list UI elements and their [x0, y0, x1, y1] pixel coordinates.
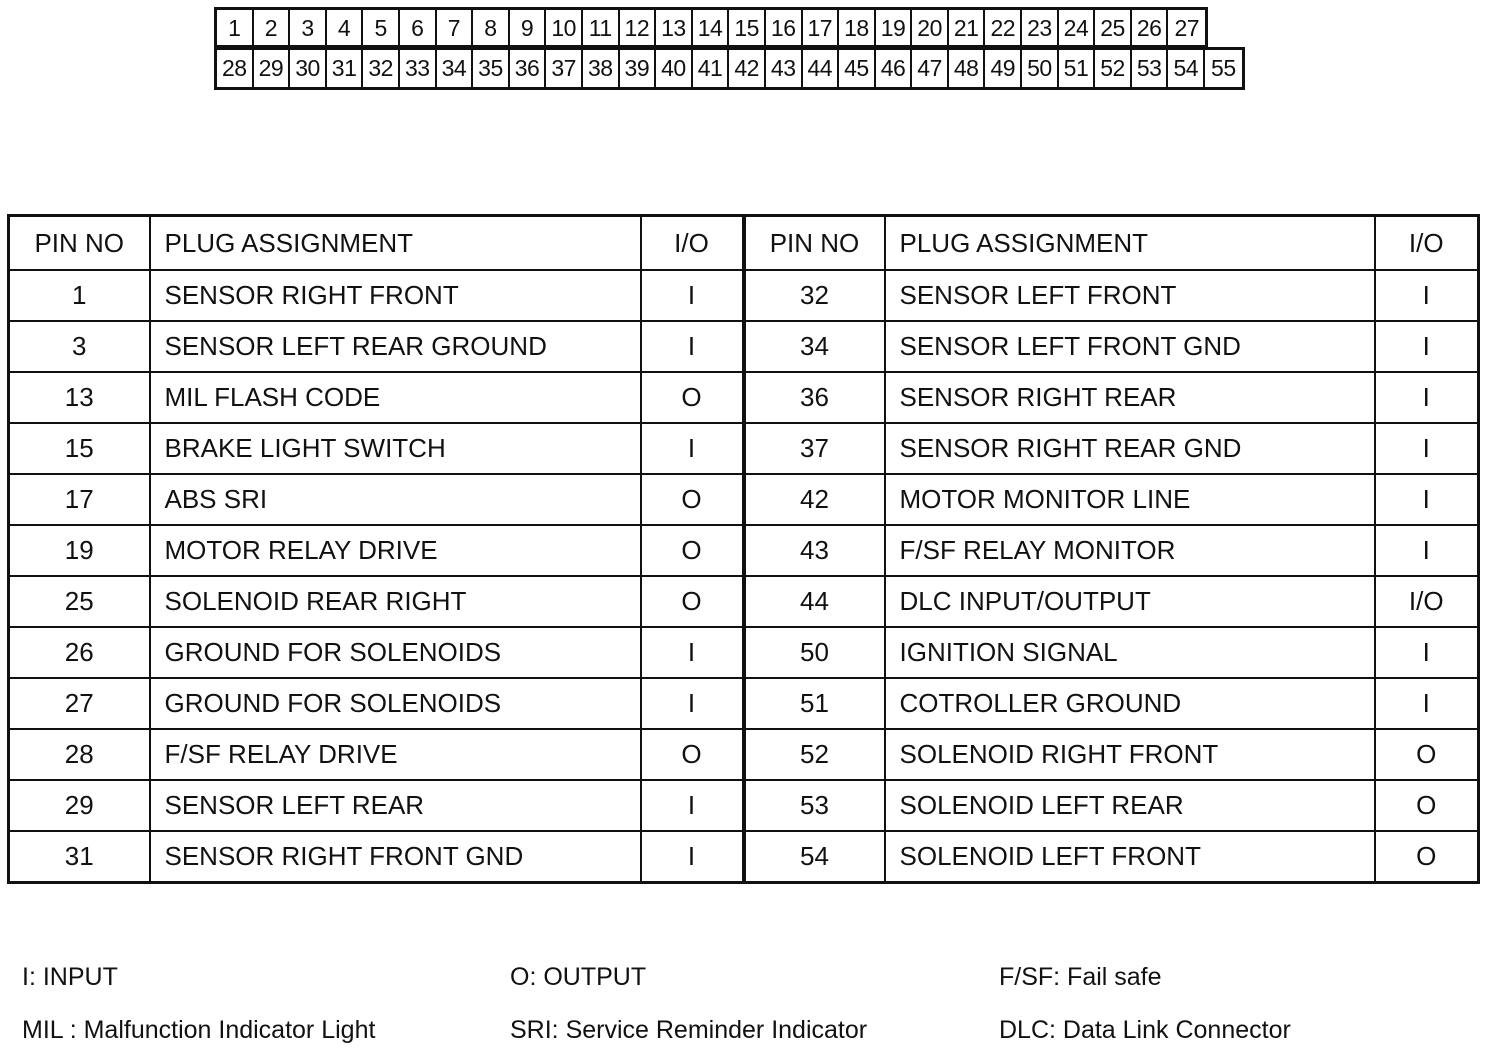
plug-assignment-cell: COTROLLER GROUND — [885, 678, 1375, 729]
connector-pin: 34 — [437, 50, 474, 87]
connector-pin: 7 — [437, 10, 474, 47]
pin-number-cell: 1 — [9, 270, 150, 321]
connector-pin: 21 — [949, 10, 986, 47]
connector-pin: 37 — [546, 50, 583, 87]
io-cell: I — [1375, 627, 1479, 678]
plug-assignment-cell: SENSOR LEFT FRONT GND — [885, 321, 1375, 372]
connector-pin: 38 — [583, 50, 620, 87]
pin-number-cell: 37 — [744, 423, 885, 474]
connector-pin: 33 — [400, 50, 437, 87]
table-row — [9, 423, 1479, 474]
table-row — [9, 321, 1479, 372]
connector-pin: 29 — [254, 50, 291, 87]
io-cell: I — [641, 627, 744, 678]
table-row — [9, 678, 1479, 729]
pin-number-cell: 44 — [744, 576, 885, 627]
connector-pin: 39 — [620, 50, 657, 87]
pin-number-cell: 25 — [9, 576, 150, 627]
plug-assignment-cell: SENSOR RIGHT FRONT GND — [150, 831, 641, 883]
pin-number-cell: 43 — [744, 525, 885, 576]
connector-pin: 44 — [803, 50, 840, 87]
connector-pin: 16 — [766, 10, 803, 47]
pin-number-cell: 34 — [744, 321, 885, 372]
pin-number-cell: 26 — [9, 627, 150, 678]
connector-pin: 8 — [473, 10, 510, 47]
pin-number-cell: 42 — [744, 474, 885, 525]
connector-pin: 49 — [985, 50, 1022, 87]
plug-assignment-table — [7, 214, 1480, 884]
io-cell: I — [1375, 321, 1479, 372]
connector-pin: 10 — [546, 10, 583, 47]
connector-pin: 30 — [290, 50, 327, 87]
header-plug-assignment-left: PLUG ASSIGNMENT — [150, 216, 641, 271]
plug-assignment-cell: SOLENOID LEFT FRONT — [885, 831, 1375, 883]
plug-assignment-cell: SENSOR LEFT REAR GROUND — [150, 321, 641, 372]
io-cell: I — [1375, 678, 1479, 729]
legend-input: I: INPUT — [22, 963, 118, 991]
connector-pin: 9 — [510, 10, 547, 47]
connector-pin: 14 — [693, 10, 730, 47]
connector-pin: 22 — [985, 10, 1022, 47]
connector-pin: 11 — [583, 10, 620, 47]
table-row — [9, 729, 1479, 780]
pin-number-cell: 31 — [9, 831, 150, 883]
io-cell: I — [641, 678, 744, 729]
table-row — [9, 474, 1479, 525]
io-cell: I — [1375, 474, 1479, 525]
header-io-left: I/O — [641, 216, 744, 271]
pin-number-cell: 15 — [9, 423, 150, 474]
io-cell: I — [641, 831, 744, 883]
plug-assignment-cell: BRAKE LIGHT SWITCH — [150, 423, 641, 474]
connector-pin: 50 — [1022, 50, 1059, 87]
connector-pin: 54 — [1168, 50, 1205, 87]
connector-pin: 6 — [400, 10, 437, 47]
pin-number-cell: 27 — [9, 678, 150, 729]
io-cell: O — [641, 372, 744, 423]
pin-number-cell: 54 — [744, 831, 885, 883]
legend-failsafe: F/SF: Fail safe — [999, 963, 1162, 991]
header-pin-no-left: PIN NO — [9, 216, 150, 271]
connector-pin: 25 — [1095, 10, 1132, 47]
plug-assignment-cell: ABS SRI — [150, 474, 641, 525]
io-cell: O — [641, 576, 744, 627]
connector-pin: 5 — [363, 10, 400, 47]
connector-pin: 23 — [1022, 10, 1059, 47]
pin-number-cell: 19 — [9, 525, 150, 576]
connector-pin: 53 — [1132, 50, 1169, 87]
plug-assignment-cell: GROUND FOR SOLENOIDS — [150, 678, 641, 729]
pin-number-cell: 50 — [744, 627, 885, 678]
connector-pin: 55 — [1211, 55, 1236, 81]
io-cell: I — [1375, 525, 1479, 576]
io-cell: I — [641, 270, 744, 321]
connector-pin: 45 — [839, 50, 876, 87]
connector-pin: 31 — [327, 50, 364, 87]
plug-assignment-cell: SOLENOID LEFT REAR — [885, 780, 1375, 831]
connector-pin: 47 — [912, 50, 949, 87]
connector-pin: 18 — [839, 10, 876, 47]
plug-assignment-cell: MOTOR RELAY DRIVE — [150, 525, 641, 576]
connector-pin: 35 — [473, 50, 510, 87]
legend-dlc: DLC: Data Link Connector — [999, 1016, 1291, 1044]
io-cell: O — [1375, 831, 1479, 883]
io-cell: I — [641, 321, 744, 372]
table-row — [9, 780, 1479, 831]
io-cell: O — [641, 525, 744, 576]
connector-pin: 27 — [1168, 10, 1205, 47]
plug-assignment-cell: SOLENOID REAR RIGHT — [150, 576, 641, 627]
plug-assignment-cell: SENSOR RIGHT FRONT — [150, 270, 641, 321]
plug-assignment-cell: SENSOR RIGHT REAR GND — [885, 423, 1375, 474]
plug-assignment-cell: MIL FLASH CODE — [150, 372, 641, 423]
connector-pin: 46 — [876, 50, 913, 87]
io-cell: O — [1375, 780, 1479, 831]
pin-number-cell: 36 — [744, 372, 885, 423]
connector-pin: 41 — [693, 50, 730, 87]
io-cell: I — [641, 780, 744, 831]
connector-pin: 26 — [1132, 10, 1169, 47]
table-row — [9, 831, 1479, 883]
connector-pin: 3 — [290, 10, 327, 47]
plug-assignment-cell: SENSOR RIGHT REAR — [885, 372, 1375, 423]
header-plug-assignment-right: PLUG ASSIGNMENT — [885, 216, 1375, 271]
pin-number-cell: 13 — [9, 372, 150, 423]
legend-sri: SRI: Service Reminder Indicator — [510, 1016, 868, 1044]
plug-assignment-cell: IGNITION SIGNAL — [885, 627, 1375, 678]
io-cell: I/O — [1375, 576, 1479, 627]
pin-number-cell: 52 — [744, 729, 885, 780]
connector-pin: 32 — [363, 50, 400, 87]
table-row — [9, 627, 1479, 678]
plug-assignment-cell: SENSOR LEFT FRONT — [885, 270, 1375, 321]
pin-number-cell: 51 — [744, 678, 885, 729]
table-header-row — [9, 216, 1479, 271]
pin-number-cell: 53 — [744, 780, 885, 831]
connector-pin: 52 — [1095, 50, 1132, 87]
connector-pin: 40 — [656, 50, 693, 87]
plug-assignment-cell: SENSOR LEFT REAR — [150, 780, 641, 831]
io-cell: O — [641, 729, 744, 780]
connector-pin: 51 — [1059, 50, 1096, 87]
connector-pin: 1 — [217, 10, 254, 47]
io-cell: O — [1375, 729, 1479, 780]
table-row — [9, 372, 1479, 423]
connector-pin: 28 — [217, 50, 254, 87]
connector-pin: 2 — [254, 10, 291, 47]
io-cell: I — [1375, 270, 1479, 321]
connector-pin: 19 — [876, 10, 913, 47]
plug-assignment-cell: GROUND FOR SOLENOIDS — [150, 627, 641, 678]
io-cell: I — [1375, 372, 1479, 423]
header-io-right: I/O — [1375, 216, 1479, 271]
connector-pin: 4 — [327, 10, 364, 47]
connector-pin-diagram — [214, 7, 1245, 90]
pin-number-cell: 29 — [9, 780, 150, 831]
io-cell: I — [1375, 423, 1479, 474]
connector-pin: 15 — [729, 10, 766, 47]
connector-pin: 20 — [912, 10, 949, 47]
connector-pin: 43 — [766, 50, 803, 87]
plug-assignment-cell: SOLENOID RIGHT FRONT — [885, 729, 1375, 780]
plug-assignment-cell: MOTOR MONITOR LINE — [885, 474, 1375, 525]
legend-mil: MIL : Malfunction Indicator Light — [22, 1016, 376, 1044]
pin-number-cell: 3 — [9, 321, 150, 372]
plug-assignment-cell: F/SF RELAY MONITOR — [885, 525, 1375, 576]
connector-pin: 17 — [803, 10, 840, 47]
table-row — [9, 576, 1479, 627]
connector-pin: 36 — [510, 50, 547, 87]
connector-pin: 48 — [949, 50, 986, 87]
plug-assignment-cell: F/SF RELAY DRIVE — [150, 729, 641, 780]
io-cell: I — [641, 423, 744, 474]
connector-pin: 13 — [656, 10, 693, 47]
connector-pin: 24 — [1059, 10, 1096, 47]
pin-number-cell: 17 — [9, 474, 150, 525]
connector-pin: 42 — [729, 50, 766, 87]
connector-bottom-row — [214, 47, 1245, 90]
header-pin-no-right: PIN NO — [744, 216, 885, 271]
pin-number-cell: 28 — [9, 729, 150, 780]
io-cell: O — [641, 474, 744, 525]
legend-output: O: OUTPUT — [510, 963, 647, 991]
table-row — [9, 270, 1479, 321]
connector-top-row — [214, 7, 1208, 47]
plug-assignment-cell: DLC INPUT/OUTPUT — [885, 576, 1375, 627]
table-row — [9, 525, 1479, 576]
connector-pin: 12 — [620, 10, 657, 47]
pin-number-cell: 32 — [744, 270, 885, 321]
